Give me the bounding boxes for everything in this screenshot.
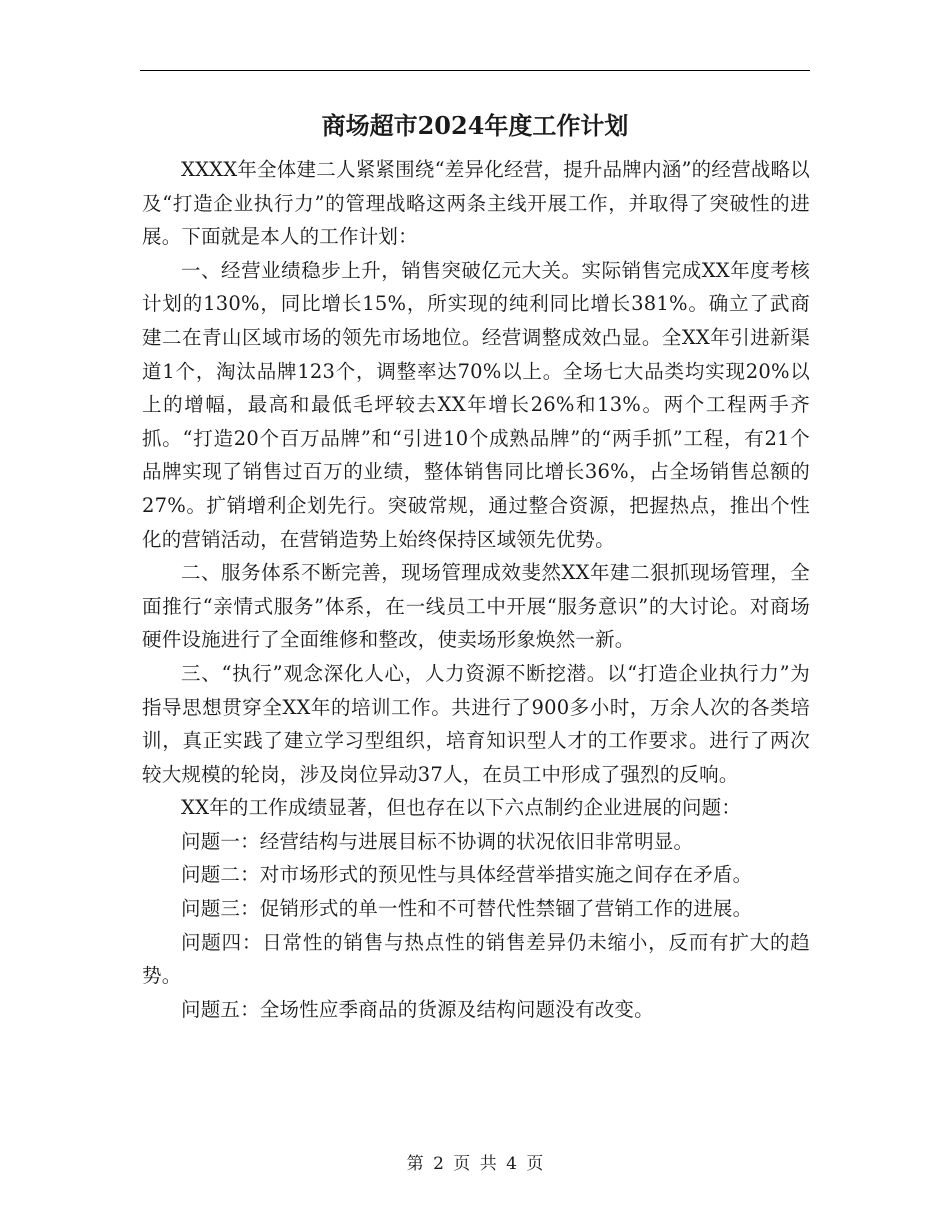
paragraph-section-1: 一、经营业绩稳步上升，销售突破亿元大关。实际销售完成XX年度考核计划的130%，同比增长15%，所实现的纯利同比增长381%。确立了武商建二在青山区域市场的领先市场地位。经营调整成效凸显。全XX年引进新渠道1个，淘汰品牌123个，调整率达70%以上。全场七大品类均实现20%以上的增幅，最高和最低毛坪较去XX年增长26%和13%。两个工程两手齐抓。“打造20个百万品牌”和“引进10个成熟品牌”的“两手抓”工程，有21个品牌实现了销售过百万的业绩，整体销售同比增长36%，占全场销售总额的27%。扩销增利企划先行。突破常规，通过整合资源，把握热点，推出个性化的营销活动，在营销造势上始终保持区域领先优势。	[142, 258, 810, 551]
paragraph-section-3: 三、“执行”观念深化人心，人力资源不断挖潜。以“打造企业执行力”为指导思想贯穿全XX年的培训工作。共进行了900多小时，万余人次的各类培训，真正实践了建立学习型组织，培育知识型人才的工作要求。进行了两次较大规模的轮岗，涉及岗位异动37人，在员工中形成了强烈的反响。	[142, 661, 810, 786]
paragraph-problem-2: 问题二：对市场形式的预见性与具体经营举措实施之间存在矛盾。	[181, 863, 753, 887]
paragraph-problem-4: 问题四：日常性的销售与热点性的销售差异仍未缩小，反而有扩大的趋势。	[142, 930, 810, 988]
paragraph-section-2: 二、服务体系不断完善，现场管理成效斐然XX年建二狠抓现场管理，全面推行“亲情式服务”体系，在一线员工中开展“服务意识”的大讨论。对商场硬件设施进行了全面维修和整改，使卖场形象焕然一新。	[142, 561, 810, 652]
document-body	[142, 153, 810, 1026]
paragraph-problem-1: 问题一：经营结构与进展目标不协调的状况依旧非常明显。	[181, 829, 694, 853]
page-number: 第 2 页 共 4 页	[406, 1154, 544, 1174]
paragraph-intro: XXXX年全体建二人紧紧围绕“差异化经营，提升品牌内涵”的经营战略以及“打造企业执行力”的管理战略这两条主线开展工作，并取得了突破性的进展。下面就是本人的工作计划：	[142, 158, 810, 249]
paragraph-problems-intro: XX年的工作成绩显著，但也存在以下六点制约企业进展的问题：	[181, 796, 742, 820]
document-title: 商场超市2024年度工作计划	[321, 111, 629, 140]
paragraph-problem-5: 问题五：全场性应季商品的货源及结构问题没有改变。	[181, 997, 654, 1021]
paragraph-problem-3: 问题三：促销形式的单一性和不可替代性禁锢了营销工作的进展。	[181, 897, 753, 921]
header-rule	[140, 70, 810, 71]
